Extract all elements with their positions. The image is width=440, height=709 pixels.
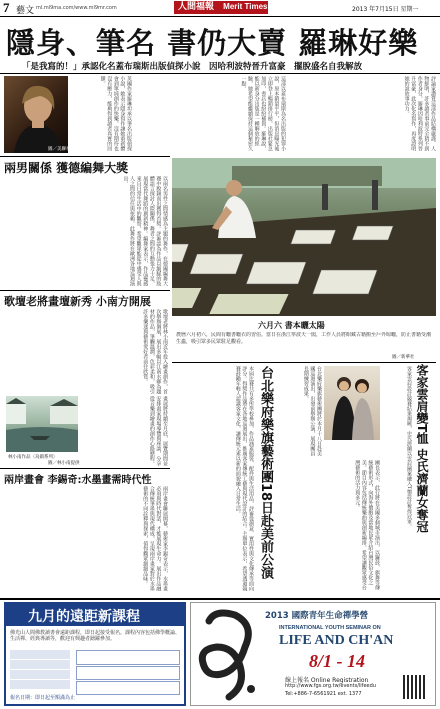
chan-calligraphy-icon <box>195 607 265 703</box>
books-scene <box>172 158 436 316</box>
ad-course-table <box>76 650 180 690</box>
photo-credit: 圖／美聯社 <box>48 147 71 152</box>
ad-schedule-table <box>10 650 70 690</box>
section-name: 藝文 <box>16 6 35 16</box>
ad-footer: 報名日期：即日起至額滿為止 <box>10 695 76 701</box>
taipei-story-body-1: 台北樂府樂旗藝術團將於本月十八日赴美國巡迴演出，出發前舉辦公演，展現團員長期練習成果。 <box>302 366 322 456</box>
distance-course-ad[interactable] <box>4 602 186 706</box>
ad-body: 佛光山人間佛教讀書會遠距課程，即日起接受報名。課程內容包括佛學概論、生活禪、經典導讀等，歡迎有興趣者踴躍參加。 <box>10 630 181 643</box>
rowling-body-2: 這部以蓋布瑞斯為名出版的犯罪小說，原本銷量平平，但消息曝光後立即登上暢銷排行榜，出版社緊急加印，書店也紛紛補貨。羅琳說，能以新身分出版是一種解放的經驗，她希望能繼續保持這個秘密久一點。 <box>240 76 286 151</box>
site-url: ml.ml9ma.com/www.ml9mr.com <box>36 5 117 11</box>
painting-story-body-2: 畫展將持續至月底，展覽期間並安排畫家現場導覽與座談，分享從音樂到繪畫的創作心路歷程。 <box>148 396 168 466</box>
divider <box>0 73 440 74</box>
ad-seminar-dates: 8/1 - 14 <box>309 651 365 671</box>
taipei-story-body-2: 團長表示，此行將在美國多個城市演出，以鑼鼓、旗舞等傳統藝術形式，向海外僑胞及當地民眾介紹台灣民俗文化之美。節目內容包括傳統樂曲與創新編排，希望讓觀眾感受台灣藝術的活力與多元。 <box>354 460 380 590</box>
books-drying-photo <box>172 158 436 316</box>
dance-story-title: 兩男關係 獲德編舞大獎 <box>4 161 129 175</box>
ink-story-title: 兩岸畫會 李錫奇:水墨畫需時代性 <box>4 475 152 486</box>
books-caption-body: 農曆六月初六，民間有曬書曬衣的習俗。當日在浙江寧波天一閣，工作人員將館藏古籍搬至戶外晾曬，防止書籍受潮生蟲，吸引眾多民眾駐足觀看。 <box>176 332 432 345</box>
issue-date: 2013 年7月15日 星期一 <box>352 6 419 13</box>
rowling-body-3: 評論家讚賞這部作品結構嚴謹、人物鮮明，許多讀者事前完全猜不到作者身分。羅琳因哈利波特系列晉升富豪，此次化名寫作，再度證明她的說故事功力。 <box>403 76 436 151</box>
watertown-caption: 林小南作品〈烏鎮系列〉 <box>8 455 58 460</box>
painting-story-title: 歌壇老將畫壇新秀 小南方開展 <box>4 295 151 308</box>
dance-story-body: 以兩名男性之間情感為主題的舞作，在德國編舞大賽中脫穎而出獲得首獎。評審認為作品以細膩的肢體語言探討人際關係，舞者之間的互動張力十足，展現當代舞蹈的創新精神。編舞家表示，作品靈感來自日常生活中的觀察，希望觀眾能從中感受人與人之間的信任與依賴。此舞作將在歐洲各地巡迴演出。 <box>122 176 168 286</box>
chan-seminar-ad[interactable] <box>190 602 436 706</box>
award-winner-photo <box>324 366 380 440</box>
sub-headline: 「是我寫的！」承認化名蓋布瑞斯出版偵探小說 因哈利波特晉升富豪 擺脫盛名自我解放 <box>22 62 363 72</box>
taipei-story-title: 台北樂府樂旗藝術團18日赴美前公演 <box>258 366 273 580</box>
ad-title: 九月的遠距新課程 <box>28 609 140 625</box>
ad-phone: Tel:+886-7-6561921 ext. 1377 <box>285 691 362 697</box>
watertown-credit: 圖／林小南提供 <box>48 461 80 466</box>
ad-seminar-en2: LIFE AND CH'AN <box>279 633 394 648</box>
ad-seminar-year: 2013 國際青年生命禪學營 <box>265 611 369 621</box>
main-headline: 隱身、筆名 書仍大賣 羅琳好樂 <box>6 26 419 60</box>
ad-registration: 線上報名 Online Registration <box>285 677 369 684</box>
divider <box>172 362 436 363</box>
painting-story-body: 歌壇老將林小南近年投入繪畫創作，首次舉辦個展，展出多幅以江南水鄉為題材的作品，筆觸溫潤，色彩柔和，吸引許多樂迷與藝術愛好者前往欣賞。 <box>142 309 168 394</box>
rowling-photo <box>4 76 68 153</box>
ad-seminar-en1: INTERNATIONAL YOUTH SEMINAR ON <box>279 625 381 631</box>
watertown-painting <box>6 396 78 452</box>
books-photo-credit: 圖／新華社 <box>392 355 415 360</box>
divider <box>0 468 170 469</box>
hakka-story-title: 客家雲肩變T恤 史氏濟蘭女奪冠 <box>415 364 429 533</box>
books-photo-caption: 六月六 書本曬太陽 <box>258 321 325 330</box>
hakka-story-body: 客家雲肩設計競賽結果揭曉，史氏濟蘭以雲肩圖案融入T恤設計奪得冠軍。 <box>406 366 412 530</box>
divider <box>0 156 170 157</box>
middle-story-body: 本屆比賽共有多所學校參加，作品涵蓋服裝、配件與生活用品，評審從創意、實用性與文化傳承等面向評分。得獎作品將在各地巡迴展出，推廣客家傳統工藝與現代設計的結合。主辦單位表示，希望透過競賽鼓勵年輕人認識客家文化，讓傳統元素以新的面貌融入日常生活。 <box>234 366 254 591</box>
rowling-figure <box>4 76 68 153</box>
page-number: 7 <box>3 0 10 15</box>
ink-story-body: 兩岸畫會聯展開幕，藝術家李錫奇表示，水墨畫必須與時代對話，才能展現生命力。展出作品融合傳統筆墨與現代構成，呈現兩岸畫家對於水墨藝術的不同詮釋與探索，值得觀眾細細品味。 <box>142 486 168 591</box>
divider <box>0 598 440 600</box>
rowling-body-1: 英國作家羅琳坦承以筆名出版偵探小說，她表示隱身寫作讓她重新體會到單純創作的快樂，沒有期待也沒有壓力，能夠得到讀者真實的回饋。 <box>99 76 132 151</box>
brand-name-en: Merit Times <box>223 2 268 11</box>
winners-figures <box>324 366 380 440</box>
brand-name: 人間福報 <box>178 2 215 12</box>
newspaper-logo <box>174 1 268 14</box>
ad-url[interactable]: http://www.fgs.org.tw/events/lifeedu <box>285 683 376 689</box>
qr-code-icon[interactable] <box>403 675 427 699</box>
divider <box>0 290 170 291</box>
watertown-scene <box>6 396 78 452</box>
